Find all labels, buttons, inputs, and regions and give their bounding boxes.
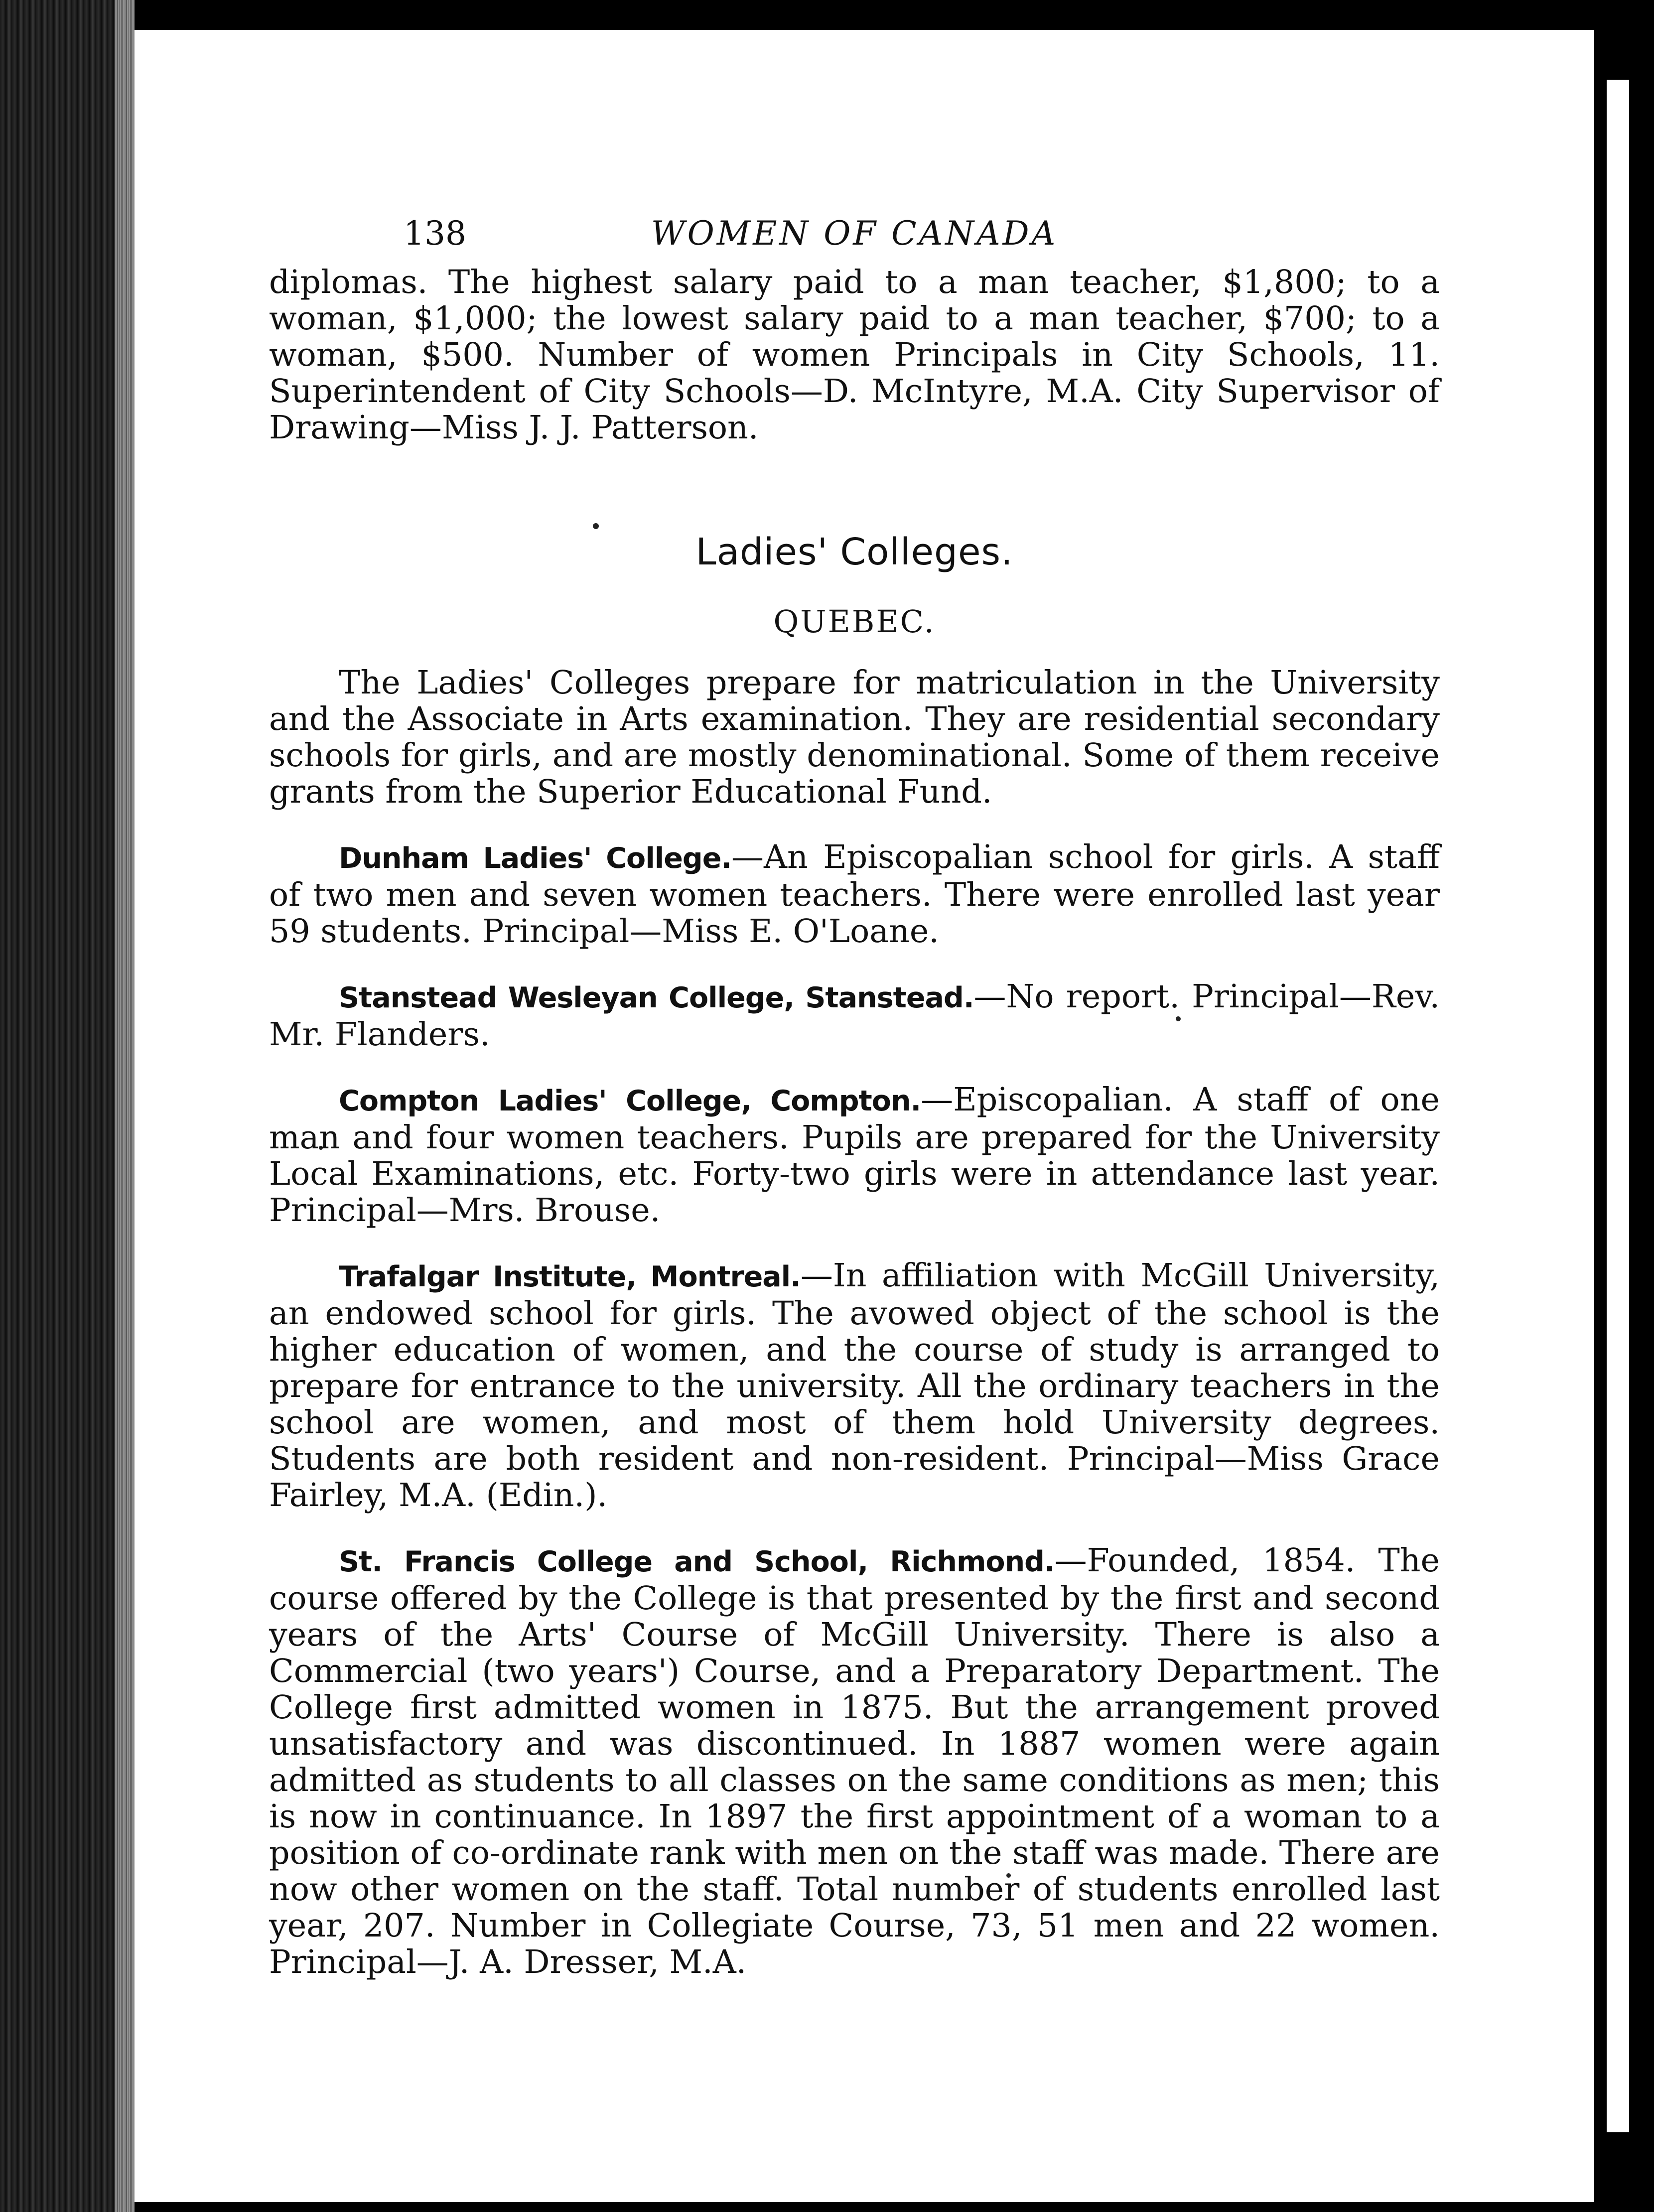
page-number: 138 bbox=[404, 214, 466, 253]
page-content bbox=[269, 209, 1440, 1980]
college-entry-stanstead bbox=[269, 978, 1440, 1053]
college-name: Trafalgar Institute, Montreal. bbox=[339, 1260, 801, 1293]
running-head bbox=[269, 209, 1440, 264]
college-description: —Episcopalian. A staff of one man and four women teachers. Pupils are prepared for the University Local Examinations, etc. Forty-two girls were in attendance last year. Principal—Mrs. Brouse. bbox=[269, 1081, 1440, 1229]
section-title: Ladies' Colleges. bbox=[695, 531, 1013, 573]
college-entry-trafalgar bbox=[269, 1257, 1440, 1514]
section-intro: The Ladies' Colleges prepare for matriculation in the University and the Associate in Arts examination. They are residential secondary schools for girls, and are mostly denominational. Some of them receive grants from the Superior Educational Fund. bbox=[269, 664, 1440, 811]
college-description: —No report. Principal—Rev. Mr. Flanders. bbox=[269, 978, 1440, 1053]
page-edges bbox=[115, 0, 135, 2212]
college-name: Dunham Ladies' College. bbox=[339, 842, 732, 875]
college-entry-compton bbox=[269, 1082, 1440, 1229]
intro-paragraph: diplomas. The highest salary paid to a man teacher, $1,800; to a woman, $1,000; the lowest salary paid to a man teacher, $700; to a woman, $500. Number of women Principals in City Schools, 11. Superintendent of City Schools—D. McIntyre, M.A. City Supervisor of Drawing—Miss J. J. Patterson. bbox=[269, 264, 1440, 446]
facing-page-edge bbox=[1607, 80, 1629, 2132]
college-name: Stanstead Wesleyan College, Stanstead. bbox=[339, 981, 974, 1014]
college-name: St. Francis College and School, Richmond. bbox=[339, 1545, 1055, 1578]
running-title: WOMEN OF CANADA bbox=[651, 214, 1058, 253]
college-entry-st-francis bbox=[269, 1542, 1440, 1980]
college-description: —In affiliation with McGill University, an endowed school for girls. The avowed object of the school is the higher education of women, and the course of study is arranged to prepare for entrance to the university. All the ordinary teachers in the school are women, and most of them hold University degrees. Students are both resident and non-resident. Principal—Miss Grace Fairley, M.A. (Edin.). bbox=[269, 1257, 1440, 1514]
province-heading: QUEBEC. bbox=[773, 603, 936, 640]
college-description: —An Episcopalian school for girls. A staff of two men and seven women teachers. There were enrolled last year 59 students. Principal—Miss E. O'Loane. bbox=[269, 838, 1440, 950]
college-entry-dunham bbox=[269, 839, 1440, 950]
college-description: —Founded, 1854. The course offered by the College is that presented by the first and second years of the Arts' Course of McGill University. There is also a Commercial (two years') Course, and a Preparatory Department. The College first admitted women in 1875. But the arrangement proved unsatisfactory and was discontinued. In 1887 women were again admitted as students to all classes on the same conditions as men; this is now in continuance. In 1897 the first appointment of a woman to a position of co-ordinate rank with men on the staff was made. There are now other women on the staff. Total number of students enrolled last year, 207. Number in Collegiate Course, 73, 51 men and 22 women. Principal—J. A. Dresser, M.A. bbox=[269, 1542, 1440, 1981]
college-name: Compton Ladies' College, Compton. bbox=[339, 1085, 921, 1117]
